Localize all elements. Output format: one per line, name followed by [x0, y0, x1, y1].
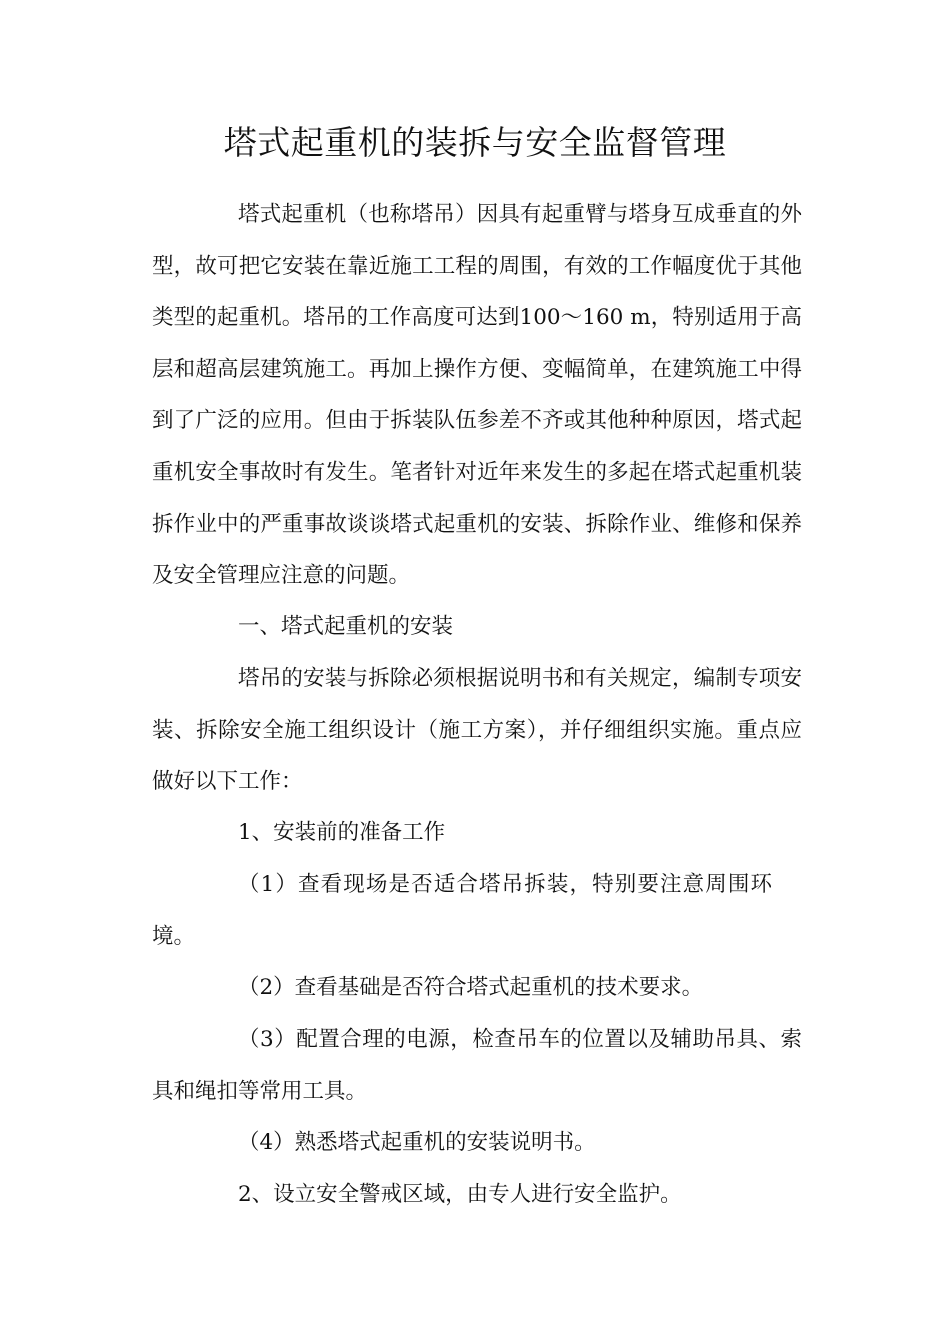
list-item-2: （2）查看基础是否符合塔式起重机的技术要求。 [238, 975, 704, 1000]
subheading-preparation: 1、安装前的准备工作 [238, 820, 446, 845]
paragraph-installation-requirements: 塔吊的安装与拆除必须根据说明书和有关规定，编制专项安装、拆除安全施工组织设计（施工方案），并仔细组织实施。重点应做好以下工作： [152, 666, 802, 795]
paragraph-intro: 塔式起重机（也称塔吊）因具有起重臂与塔身互成垂直的外型，故可把它安装在靠近施工工程的周围，有效的工作幅度优于其他类型的起重机。塔吊的工作高度可达到100～160 m，特别适用于高层和超高层建筑施工。再加上操作方便、变幅简单，在建筑施工中得到了广泛的应用。但由于拆装队伍参差不齐或其他种种原因，塔式起重机安全事故时有发生。笔者针对近年来发生的多起在塔式起重机装拆作业中的严重事故谈谈塔式起重机的安装、拆除作业、维修和保养及安全管理应注意的问题。 [152, 202, 802, 589]
list-item-1: （1）查看现场是否适合塔吊拆装，特别要注意周围环境。 [152, 872, 772, 949]
document-title: 塔式起重机的装拆与安全监督管理 [223, 123, 727, 162]
subheading-safety-zone: 2、设立安全警戒区域，由专人进行安全监护。 [238, 1182, 682, 1207]
section-heading-installation: 一、塔式起重机的安装 [238, 614, 454, 639]
list-item-3: （3）配置合理的电源，检查吊车的位置以及辅助吊具、索具和绳扣等常用工具。 [152, 1027, 802, 1104]
list-item-4: （4）熟悉塔式起重机的安装说明书。 [238, 1130, 596, 1155]
